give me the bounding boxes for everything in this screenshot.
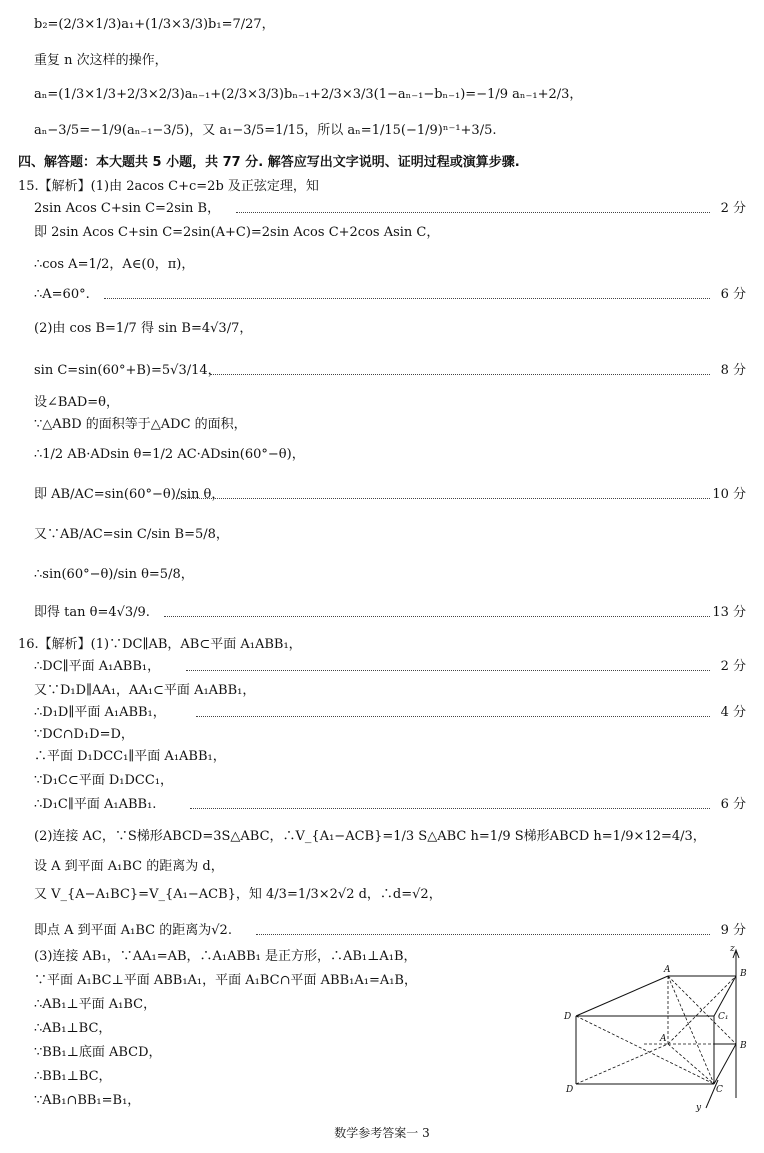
q16-line-18: ∴BB₁⊥BC， — [34, 1069, 112, 1084]
q15-line-3: 即 2sin Acos C+sin C=2sin(A+C)=2sin Acos C+2cos Asin C， — [34, 225, 440, 240]
label-y: y — [696, 1103, 702, 1113]
label-B1: B — [740, 969, 747, 979]
score: 2 分 — [720, 201, 746, 216]
score: 4 分 — [720, 705, 746, 720]
q16-line-10: 设 A 到平面 A₁BC 的距离为 d， — [34, 859, 224, 874]
q15-line-12: 又∵AB/AC=sin C/sin B=5/8， — [34, 527, 229, 542]
score: 8 分 — [720, 363, 746, 378]
line-4: aₙ−3/5=−1/9(aₙ₋₁−3/5)，又 a₁−3/5=1/15，所以 aₙ=1/15(−1/9)ⁿ⁻¹+3/5. — [34, 123, 497, 138]
label-z: z — [730, 944, 735, 954]
q15-line-2: 2sin Acos C+sin C=2sin B， 2 分 — [0, 198, 764, 220]
q15-line-6: (2)由 cos B=1/7 得 sin B=4√3/7， — [34, 321, 253, 336]
q15-line-13: ∴sin(60°−θ)/sin θ=5/8， — [34, 567, 194, 582]
q16-line-2: ∴DC∥平面 A₁ABB₁， 2 分 — [0, 656, 764, 678]
score: 10 分 — [712, 487, 746, 502]
q16-line-3: 又∵D₁D∥AA₁，AA₁⊂平面 A₁ABB₁， — [34, 683, 256, 698]
section-heading: 四、解答题：本大题共 5 小题，共 77 分. 解答应写出文字说明、证明过程或演算步骤. — [18, 155, 520, 170]
label-C: C — [716, 1085, 723, 1095]
label-D: D — [566, 1085, 574, 1095]
q16-line-15: ∴AB₁⊥平面 A₁BC， — [34, 997, 157, 1012]
score: 2 分 — [720, 659, 746, 674]
q16-line-8: ∴D₁C∥平面 A₁ABB₁. 6 分 — [0, 794, 764, 816]
q16-line-16: ∴AB₁⊥BC， — [34, 1021, 112, 1036]
q15-line-10: ∴1/2 AB·ADsin θ=1/2 AC·ADsin(60°−θ)， — [34, 447, 305, 462]
q15-line-8: 设∠BAD=θ， — [34, 395, 119, 410]
label-D1: D — [564, 1012, 572, 1022]
label-C1: C₁ — [718, 1012, 729, 1022]
q15-line-11: 即 AB/AC=sin(60°−θ)/sin θ， 10 分 — [0, 484, 764, 506]
line-3: aₙ=(1/3×1/3+2/3×2/3)aₙ₋₁+(2/3×3/3)bₙ₋₁+2/3×3/3(1−aₙ₋₁−bₙ₋₁)=−1/9 aₙ₋₁+2/3， — [34, 87, 583, 102]
label-B: B — [740, 1041, 747, 1051]
score: 9 分 — [720, 923, 746, 938]
label-A: A — [660, 1034, 667, 1044]
q16-line-11: 又 V_{A−A₁BC}=V_{A₁−ACB}，知 4/3=1/3×2√2 d，∴d=√2， — [34, 887, 442, 902]
q16-line-5: ∵DC∩D₁D=D， — [34, 727, 134, 742]
q16-line-19: ∵AB₁∩BB₁=B₁， — [34, 1093, 141, 1108]
q16-line-14: ∵平面 A₁BC⊥平面 ABB₁A₁，平面 A₁BC∩平面 ABB₁A₁=A₁B， — [34, 973, 417, 988]
q15-line-9: ∵△ABD 的面积等于△ADC 的面积， — [34, 417, 247, 432]
q16-line-4: ∴D₁D∥平面 A₁ABB₁， 4 分 — [0, 702, 764, 724]
q16-line-12: 即点 A 到平面 A₁BC 的距离为√2. 9 分 — [0, 920, 764, 942]
q16-line-9: (2)连接 AC，∵S梯形ABCD=3S△ABC，∴V_{A₁−ACB}=1/3 S△ABC h=1/9 S梯形ABCD h=1/9×12=4/3， — [34, 829, 706, 844]
q16-line-13: (3)连接 AB₁，∵AA₁=AB，∴A₁ABB₁ 是正方形，∴AB₁⊥A₁B， — [34, 949, 417, 964]
prism-figure — [560, 940, 760, 1115]
score: 6 分 — [720, 797, 746, 812]
q16-line-1: 16.【解析】(1)∵DC∥AB，AB⊂平面 A₁ABB₁， — [18, 637, 302, 652]
q15-line-7: sin C=sin(60°+B)=5√3/14， 8 分 — [0, 360, 764, 382]
line-1: b₂=(2/3×1/3)a₁+(1/3×3/3)b₁=7/27， — [34, 17, 275, 32]
q15-line-1: 15.【解析】(1)由 2acos C+c=2b 及正弦定理，知 — [18, 179, 319, 194]
q16-line-6: ∴平面 D₁DCC₁∥平面 A₁ABB₁， — [34, 749, 226, 764]
q15-line-5: ∴A=60°. 6 分 — [0, 284, 764, 306]
q15-line-14: 即得 tan θ=4√3/9. 13 分 — [0, 602, 764, 624]
score: 13 分 — [712, 605, 746, 620]
page-footer: 数学参考答案一 3 — [334, 1126, 430, 1140]
label-A1: A — [664, 965, 671, 975]
q16-line-17: ∵BB₁⊥底面 ABCD， — [34, 1045, 162, 1060]
score: 6 分 — [720, 287, 746, 302]
line-2: 重复 n 次这样的操作， — [34, 53, 168, 68]
q15-line-4: ∴cos A=1/2，A∈(0，π)， — [34, 257, 195, 272]
q16-line-7: ∵D₁C⊂平面 D₁DCC₁， — [34, 773, 174, 788]
